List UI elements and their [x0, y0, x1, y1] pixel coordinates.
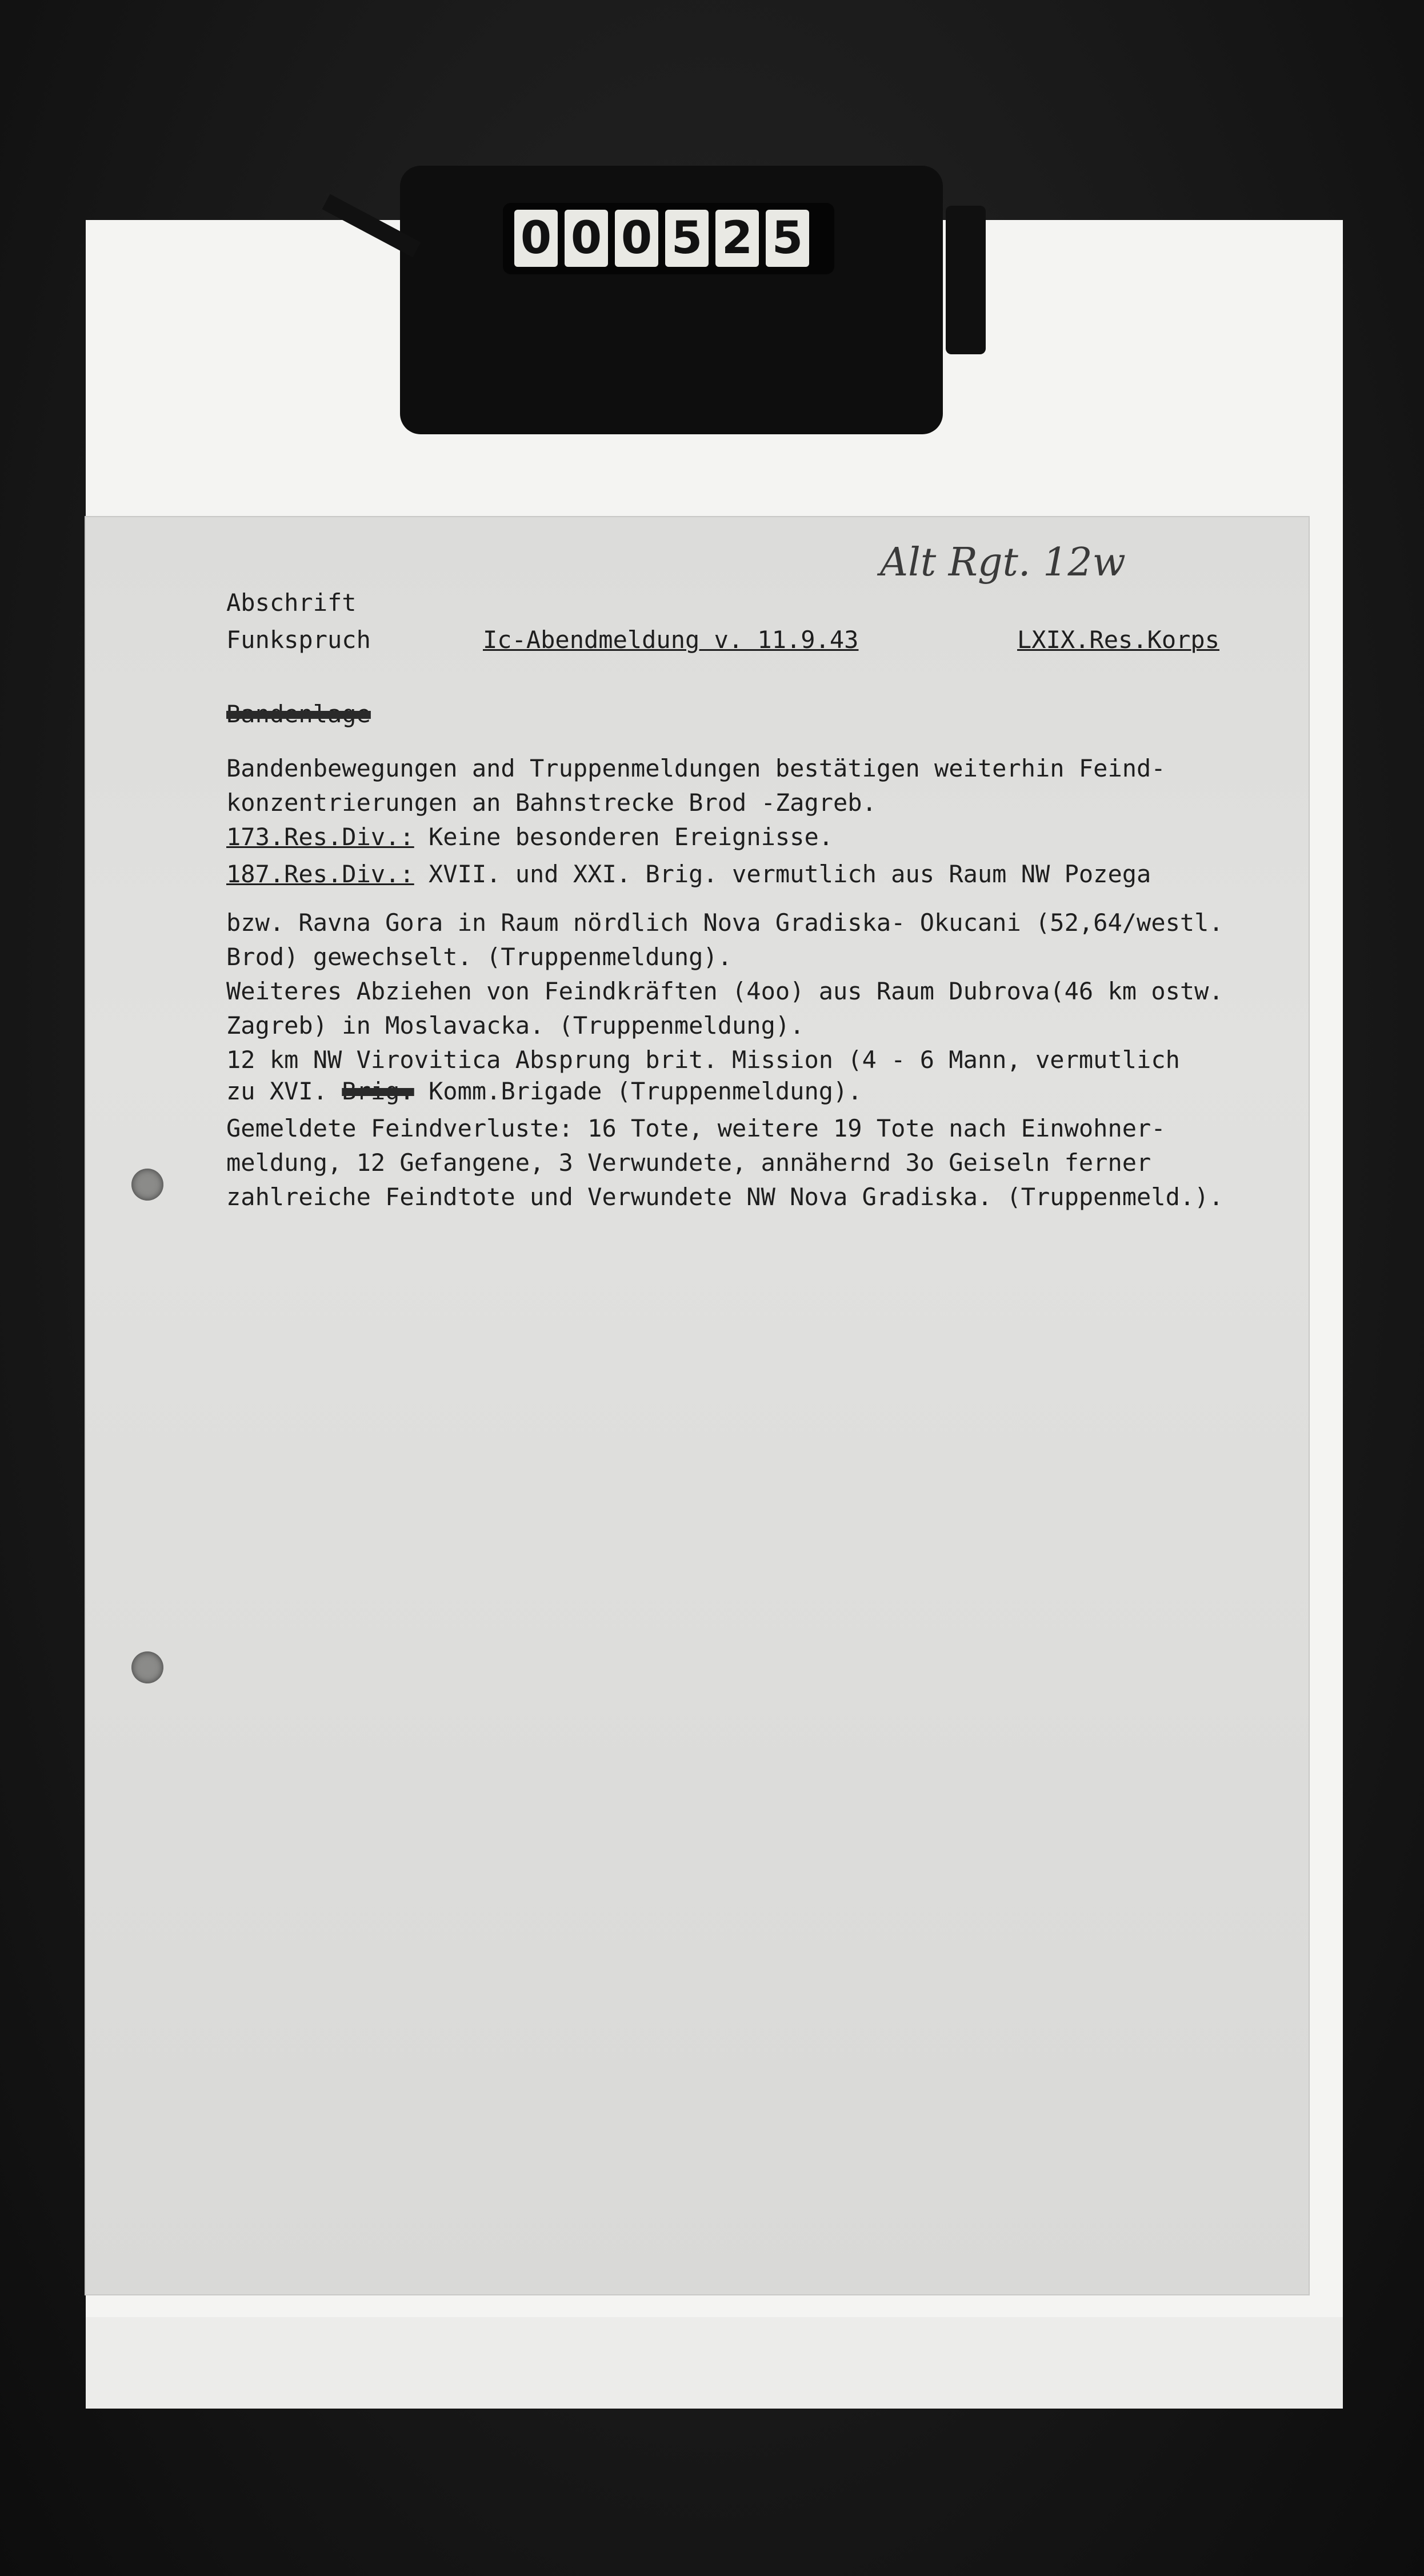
- header-corps: LXIX.Res.Korps: [1017, 626, 1220, 654]
- text-line: bzw. Ravna Gora in Raum nördlich Nova Gradiska- Okucani (52,64/westl.: [226, 909, 1223, 937]
- header-report-title: Ic-Abendmeldung v. 11.9.43: [483, 626, 859, 654]
- text-line: Gemeldete Feindverluste: 16 Tote, weitere 19 Tote nach Einwohner-: [226, 1114, 1166, 1142]
- division-187-entry: [226, 860, 1151, 888]
- text-line: zahlreiche Feindtote und Verwundete NW Nova Gradiska. (Truppenmeld.).: [226, 1183, 1223, 1211]
- paragraph-feindkonzentrierungen: [226, 751, 1166, 820]
- punch-hole: [131, 1651, 163, 1683]
- counter-digit: 0: [615, 210, 658, 267]
- header-abschrift: Abschrift: [226, 589, 357, 617]
- division-173-text: Keine besonderen Ereignisse.: [414, 823, 834, 851]
- counter-digit: 5: [766, 210, 809, 267]
- counter-knob: [946, 206, 986, 354]
- counter-digit: 5: [665, 210, 709, 267]
- text-line: Brod) gewechselt. (Truppenmeldung).: [226, 943, 733, 971]
- text-line: Bandenbewegungen and Truppenmeldungen bestätigen weiterhin Feind-: [226, 754, 1166, 782]
- text-line: konzentrierungen an Bahnstrecke Brod -Zagreb.: [226, 789, 877, 817]
- counter-digit: 0: [514, 210, 558, 267]
- paragraph-bewegungen: [226, 906, 1223, 1077]
- text-line: Zagreb) in Moslavacka. (Truppenmeldung).: [226, 1011, 805, 1039]
- division-187-label: 187.Res.Div.:: [226, 860, 414, 888]
- text-line: 12 km NW Virovitica Absprung brit. Mission (4 - 6 Mann, vermutlich: [226, 1046, 1180, 1074]
- frame-counter: [503, 203, 834, 274]
- document-page: [86, 517, 1309, 2294]
- line-xvi-brigade: [226, 1077, 862, 1105]
- counter-digit: 0: [565, 210, 608, 267]
- struck-heading: Bandenlage: [226, 700, 371, 728]
- counter-digit: 2: [715, 210, 759, 267]
- handwritten-note: Alt Rgt. 12w: [880, 540, 1126, 585]
- paragraph-feindverluste: [226, 1111, 1223, 1214]
- division-187-text: XVII. und XXI. Brig. vermutlich aus Raum NW Pozega: [414, 860, 1151, 888]
- line-xvi-pre: zu XVI.: [226, 1077, 342, 1105]
- punch-hole: [131, 1169, 163, 1201]
- line-xvi-post: Komm.Brigade (Truppenmeldung).: [414, 1077, 862, 1105]
- line-xvi-struck: Brig.: [342, 1077, 414, 1105]
- division-173-entry: [226, 823, 833, 851]
- header-funkspruch: Funkspruch: [226, 626, 371, 654]
- division-173-label: 173.Res.Div.:: [226, 823, 414, 851]
- text-line: meldung, 12 Gefangene, 3 Verwundete, annähernd 3o Geiseln ferner: [226, 1149, 1151, 1177]
- text-line: Weiteres Abziehen von Feindkräften (4oo) aus Raum Dubrova(46 km ostw.: [226, 977, 1223, 1005]
